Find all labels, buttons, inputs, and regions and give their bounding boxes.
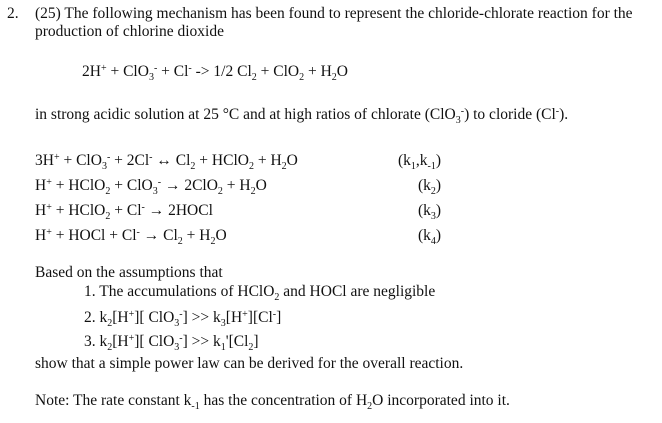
forward-arrow-icon: → xyxy=(139,227,164,244)
forward-arrow-icon: → xyxy=(161,177,185,194)
rate-constant-label-3: $(k_3)$ xyxy=(418,202,442,222)
overall-reaction-equation: 2H+ + ClO$_3$- + Cl- -> 1/2 $Cl_2 + ClO_2 + H_2O$ xyxy=(82,62,348,83)
problem-number: 2. xyxy=(7,5,19,22)
assumption-3: 3. $k_2[H^+]$[ $ClO_3^-] >> k_1'[Cl_2]$ xyxy=(84,332,259,353)
mechanism-step-1: 3H+ + ClO$_3$- + 2Cl- ↔ $Cl_2$ + HClO$_2$ + $H_2O$ xyxy=(35,151,298,172)
reaction-condition: in strong acidic solution at 25 °C and at high ratios of chlorate (ClO$_3$-) to cloride (Cl-). xyxy=(35,105,569,126)
mechanism-step-3: H+ + HClO$_2$ + Cl- → 2HOCl xyxy=(35,201,213,222)
problem-statement-line1: (25) The following mechanism has been found to represent the chloride-chlorate reaction for the xyxy=(35,5,633,22)
assumptions-intro: Based on the assumptions that xyxy=(35,264,223,281)
note: Note: The rate constant $k_{-1}$ has the concentration of $H_2O$ incorporated into it. xyxy=(35,392,510,412)
rate-constant-label-4: $(k_4)$ xyxy=(418,227,442,247)
mechanism-step-2: H+ + HClO$_2$ + $ClO_3^- \to 2ClO_2 + H_2O$ xyxy=(35,176,267,197)
equilibrium-arrow-icon: ↔ xyxy=(152,152,176,169)
assumption-1: 1. The accumulations of HClO$_2$ and HOCl are negligible xyxy=(84,283,436,303)
assumptions-conclusion: show that a simple power law can be derived for the overall reaction. xyxy=(35,355,464,372)
rate-constant-label-1: $(k_1,k_{-1})$ xyxy=(398,152,442,172)
rate-constant-label-2: $(k_2)$ xyxy=(418,177,442,197)
forward-arrow-icon: → xyxy=(144,202,169,219)
assumption-2: 2. $k_2[H^+]$[ $ClO_3^-] >> k_3[H^+][Cl^-]$ xyxy=(84,308,282,329)
problem-statement-line2: production of chlorine dioxide xyxy=(35,23,224,40)
mechanism-step-4: H+ + HOCl + $Cl^- \to Cl_2 + H_2O$ xyxy=(35,226,227,247)
